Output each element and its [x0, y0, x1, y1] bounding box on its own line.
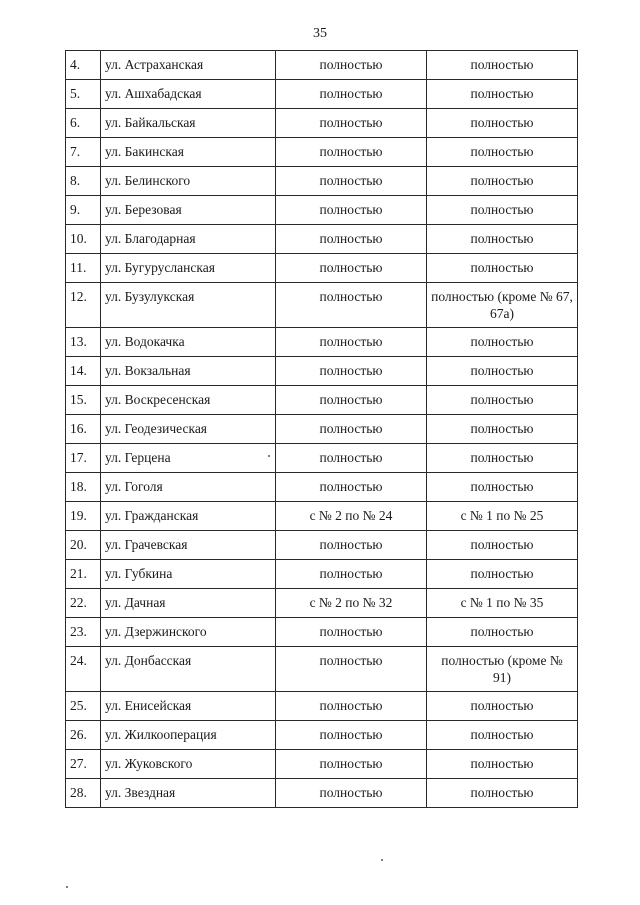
row-number: 6. [66, 109, 101, 138]
odd-side-houses: полностью [427, 386, 578, 415]
street-name: ул. Бакинская [101, 138, 276, 167]
even-side-houses: полностью [276, 254, 427, 283]
row-number: 19. [66, 502, 101, 531]
table-row [66, 502, 578, 531]
street-name: ул. Дачная [101, 589, 276, 618]
row-number: 21. [66, 560, 101, 589]
row-number: 24. [66, 647, 101, 692]
table-row [66, 225, 578, 254]
table-row [66, 647, 578, 692]
even-side-houses: с № 2 по № 32 [276, 589, 427, 618]
street-name: ул. Гражданская [101, 502, 276, 531]
table-row [66, 618, 578, 647]
street-name: ул. Водокачка [101, 328, 276, 357]
even-side-houses: полностью [276, 167, 427, 196]
odd-side-houses: полностью [427, 196, 578, 225]
even-side-houses: с № 2 по № 24 [276, 502, 427, 531]
odd-side-houses: полностью [427, 225, 578, 254]
street-name: ул. Астраханская [101, 51, 276, 80]
row-number: 22. [66, 589, 101, 618]
street-name: ул. Благодарная [101, 225, 276, 254]
odd-side-houses: полностью [427, 692, 578, 721]
even-side-houses: полностью [276, 444, 427, 473]
odd-side-houses: полностью (кроме № 91) [427, 647, 578, 692]
street-name: ул. Бузулукская [101, 283, 276, 328]
row-number: 7. [66, 138, 101, 167]
even-side-houses: полностью [276, 196, 427, 225]
street-name: ул. Бугурусланская [101, 254, 276, 283]
table-row [66, 444, 578, 473]
table-row [66, 283, 578, 328]
even-side-houses: полностью [276, 692, 427, 721]
odd-side-houses: с № 1 по № 35 [427, 589, 578, 618]
row-number: 13. [66, 328, 101, 357]
row-number: 12. [66, 283, 101, 328]
table-row [66, 531, 578, 560]
even-side-houses: полностью [276, 560, 427, 589]
street-name: ул. Вокзальная [101, 357, 276, 386]
even-side-houses: полностью [276, 750, 427, 779]
table-row [66, 196, 578, 225]
odd-side-houses: полностью [427, 415, 578, 444]
even-side-houses: полностью [276, 51, 427, 80]
row-number: 14. [66, 357, 101, 386]
street-name: ул. Дзержинского [101, 618, 276, 647]
odd-side-houses: полностью [427, 750, 578, 779]
table-row [66, 589, 578, 618]
even-side-houses: полностью [276, 357, 427, 386]
odd-side-houses: полностью [427, 560, 578, 589]
page-number: 35 [313, 26, 327, 41]
odd-side-houses: полностью [427, 531, 578, 560]
odd-side-houses: полностью [427, 138, 578, 167]
even-side-houses: полностью [276, 473, 427, 502]
even-side-houses: полностью [276, 328, 427, 357]
street-name: ул. Звездная [101, 779, 276, 808]
even-side-houses: полностью [276, 618, 427, 647]
table-row [66, 254, 578, 283]
street-name: ул. Жилкооперация [101, 721, 276, 750]
row-number: 5. [66, 80, 101, 109]
street-name: ул. Байкальская [101, 109, 276, 138]
odd-side-houses: полностью [427, 167, 578, 196]
street-name: ул. Губкина [101, 560, 276, 589]
table-row [66, 167, 578, 196]
table-row [66, 357, 578, 386]
odd-side-houses: полностью [427, 721, 578, 750]
street-name: ул. Герцена [101, 444, 276, 473]
table-row [66, 779, 578, 808]
row-number: 4. [66, 51, 101, 80]
street-name: ул. Жуковского [101, 750, 276, 779]
even-side-houses: полностью [276, 109, 427, 138]
street-name: ул. Белинского [101, 167, 276, 196]
table-row [66, 560, 578, 589]
row-number: 10. [66, 225, 101, 254]
street-name: ул. Геодезическая [101, 415, 276, 444]
table-row [66, 692, 578, 721]
table-row [66, 51, 578, 80]
even-side-houses: полностью [276, 138, 427, 167]
even-side-houses: полностью [276, 779, 427, 808]
row-number: 25. [66, 692, 101, 721]
street-name: ул. Грачевская [101, 531, 276, 560]
table-body [66, 51, 578, 808]
street-name: ул. Донбасская [101, 647, 276, 692]
odd-side-houses: полностью (кроме № 67, 67а) [427, 283, 578, 328]
even-side-houses: полностью [276, 80, 427, 109]
even-side-houses: полностью [276, 386, 427, 415]
scan-speck [268, 455, 270, 457]
table-row [66, 750, 578, 779]
scan-speck [381, 859, 383, 861]
scan-speck [66, 886, 68, 888]
row-number: 28. [66, 779, 101, 808]
odd-side-houses: полностью [427, 618, 578, 647]
table-row [66, 415, 578, 444]
row-number: 23. [66, 618, 101, 647]
odd-side-houses: с № 1 по № 25 [427, 502, 578, 531]
row-number: 18. [66, 473, 101, 502]
row-number: 20. [66, 531, 101, 560]
row-number: 16. [66, 415, 101, 444]
table-row [66, 386, 578, 415]
odd-side-houses: полностью [427, 80, 578, 109]
even-side-houses: полностью [276, 647, 427, 692]
row-number: 26. [66, 721, 101, 750]
even-side-houses: полностью [276, 225, 427, 254]
odd-side-houses: полностью [427, 444, 578, 473]
table-row [66, 473, 578, 502]
street-table [65, 50, 578, 808]
row-number: 15. [66, 386, 101, 415]
street-name: ул. Березовая [101, 196, 276, 225]
even-side-houses: полностью [276, 415, 427, 444]
table-row [66, 80, 578, 109]
odd-side-houses: полностью [427, 254, 578, 283]
row-number: 11. [66, 254, 101, 283]
table-row [66, 138, 578, 167]
street-name: ул. Гоголя [101, 473, 276, 502]
row-number: 9. [66, 196, 101, 225]
street-name: ул. Ашхабадская [101, 80, 276, 109]
odd-side-houses: полностью [427, 473, 578, 502]
even-side-houses: полностью [276, 283, 427, 328]
table-row [66, 721, 578, 750]
row-number: 27. [66, 750, 101, 779]
street-name: ул. Воскресенская [101, 386, 276, 415]
table-row [66, 109, 578, 138]
odd-side-houses: полностью [427, 109, 578, 138]
street-name: ул. Енисейская [101, 692, 276, 721]
odd-side-houses: полностью [427, 328, 578, 357]
row-number: 17. [66, 444, 101, 473]
odd-side-houses: полностью [427, 357, 578, 386]
row-number: 8. [66, 167, 101, 196]
odd-side-houses: полностью [427, 51, 578, 80]
even-side-houses: полностью [276, 721, 427, 750]
table-row [66, 328, 578, 357]
even-side-houses: полностью [276, 531, 427, 560]
odd-side-houses: полностью [427, 779, 578, 808]
